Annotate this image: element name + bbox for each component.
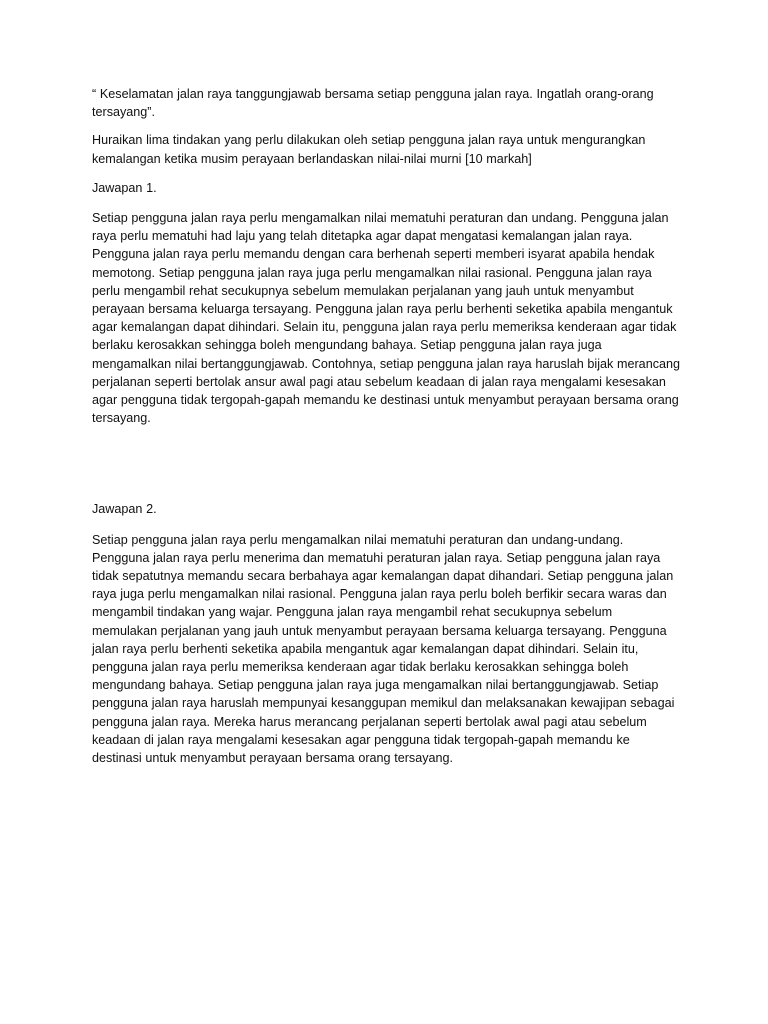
question-text: Huraikan lima tindakan yang perlu dilakukan oleh setiap pengguna jalan raya untuk mengurangkan kemalangan ketika musim perayaan berlandaskan nilai-nilai murni [10 markah]	[92, 133, 646, 166]
answer-2-body: Setiap pengguna jalan raya perlu mengamalkan nilai mematuhi peraturan dan undang-undang. Pengguna jalan raya perlu menerima dan mematuhi peraturan jalan raya. Setiap pengguna jalan raya tidak sepatutnya memandu secara berbahaya agar kemalangan dapat dihandari. Setiap pengguna jalan raya juga perlu mengamalkan nilai rasional. Pengguna jalan raya perlu boleh berfikir secara waras dan mengambil tindakan yang wajar. Pengguna jalan raya mengambil rehat secukupnya sebelum memulakan perjalanan yang jauh untuk menyambut perayaan bersama keluarga tersayang. Pengguna jalan raya perlu berhenti seketika apabila mengantuk agar kemalangan dapat dihindari. Selain itu, pengguna jalan raya perlu memeriksa kenderaan agar tidak berlaku kerosakkan sehingga boleh mengundang bahaya. Setiap pengguna jalan raya juga mengamalkan nilai bertanggungjawab. Setiap pengguna jalan raya haruslah mempunyai kesanggupan memikul dan melaksanakan kewajipan sebagai pengguna jalan raya. Mereka harus merancang perjalanan seperti bertolak awal pagi atau sebelum keadaan di jalan raya mengalami kesesakan agar pengguna tidak tergopah-gapah memandu ke destinasi untuk menyambut perayaan bersama orang tersayang.	[92, 532, 675, 766]
answer-2-heading: Jawapan 2.	[92, 502, 157, 517]
answer-1-body: Setiap pengguna jalan raya perlu mengamalkan nilai mematuhi peraturan dan undang. Pengguna jalan raya perlu mematuhi had laju yang telah ditetapka agar dapat mengatasi kemalangan jalan raya. Pengguna jalan raya perlu memandu dengan cara berhenah seperti memberi isyarat apabila hendak memotong. Setiap pengguna jalan raya juga perlu mengamalkan nilai rasional. Pengguna jalan raya perlu mengambil rehat secukupnya sebelum memulakan perjalanan yang jauh untuk menyambut perayaan bersama keluarga tersayang. Pengguna jalan raya perlu berhenti seketika apabila mengantuk agar kemalangan dapat dihindari. Selain itu, pengguna jalan raya perlu memeriksa kenderaan agar tidak berlaku kerosakkan sehingga boleh mengundang bahaya. Setiap pengguna jalan raya juga mengamalkan nilai bertanggungjawab. Contohnya, setiap pengguna jalan raya haruslah bijak merancang perjalanan seperti bertolak ansur awal pagi atau sebelum keadaan di jalan raya mengalami kesesakan agar pengguna tidak tergopah-gapah memandu ke destinasi untuk menyambut perayaan bersama orang tersayang.	[92, 211, 681, 426]
quote-text: “ Keselamatan jalan raya tanggungjawab bersama setiap pengguna jalan raya. Ingatlah orang-orang tersayang”.	[92, 87, 654, 120]
document-page	[92, 85, 680, 767]
answer-1-heading: Jawapan 1.	[92, 180, 157, 195]
